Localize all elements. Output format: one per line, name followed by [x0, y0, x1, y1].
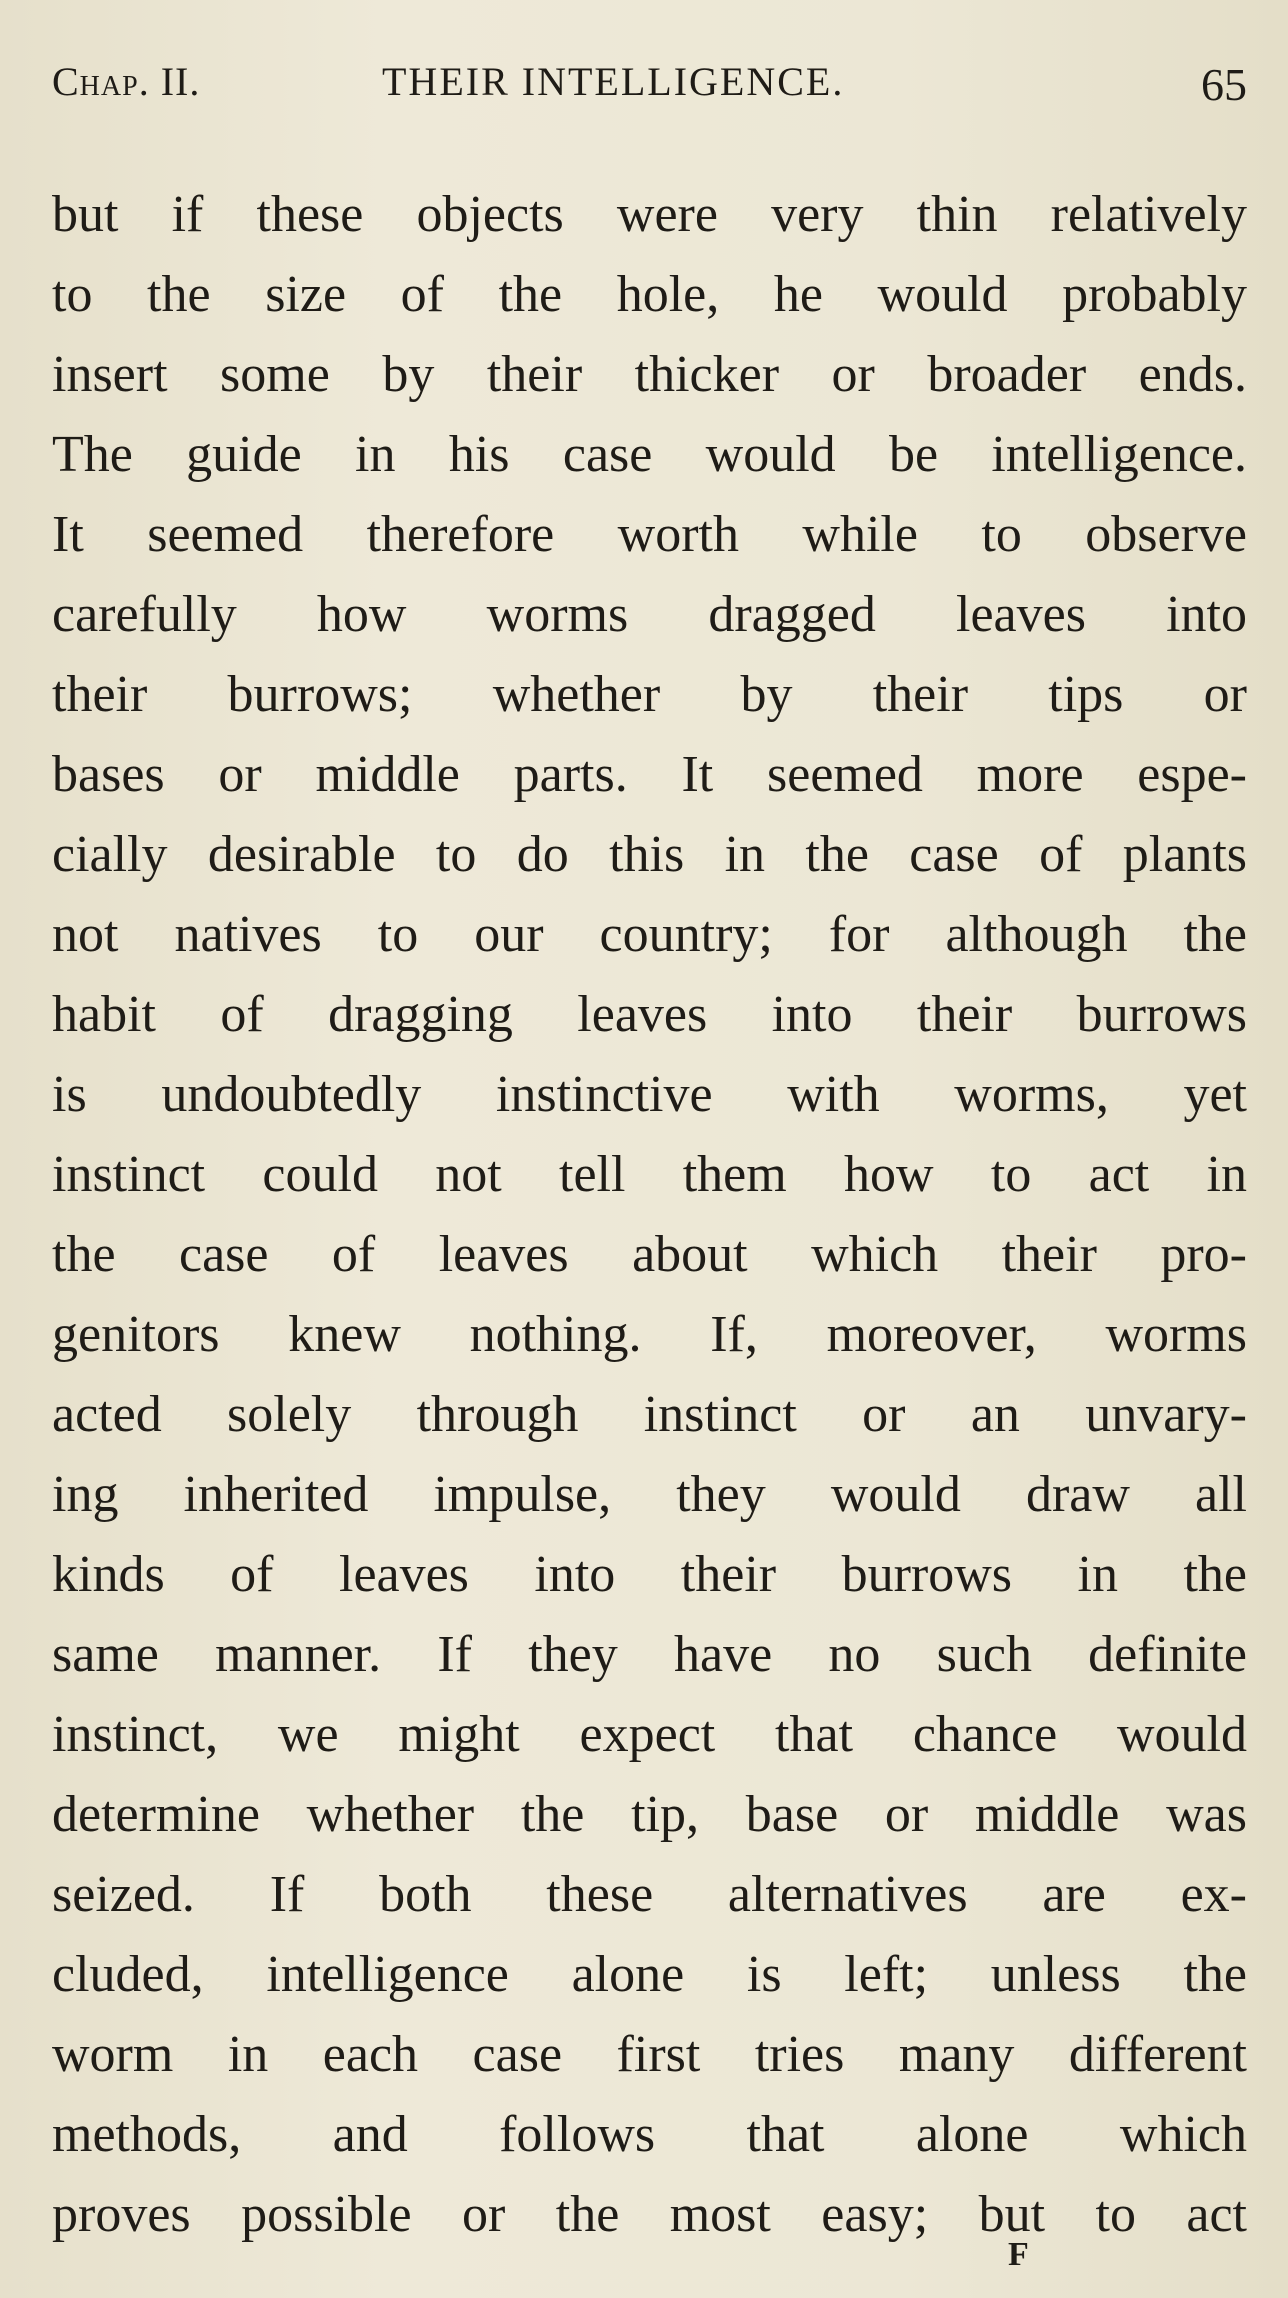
text-line: to the size of the hole, he would probably: [52, 266, 1247, 323]
body-text: [52, 175, 1247, 2255]
text-line: kinds of leaves into their burrows in the: [52, 1546, 1247, 1603]
text-line: acted solely through instinct or an unvary-: [52, 1386, 1247, 1443]
text-line: is undoubtedly instinctive with worms, yet: [52, 1066, 1247, 1123]
text-line: instinct, we might expect that chance would: [52, 1706, 1247, 1763]
text-line: habit of dragging leaves into their burrows: [52, 986, 1247, 1043]
text-line: not natives to our country; for although the: [52, 906, 1247, 963]
text-line: The guide in his case would be intelligence.: [52, 426, 1247, 483]
text-line: instinct could not tell them how to act in: [52, 1146, 1247, 1203]
text-line: seized. If both these alternatives are ex-: [52, 1866, 1247, 1923]
text-line: genitors knew nothing. If, moreover, worms: [52, 1306, 1247, 1363]
page-number: 65: [1201, 59, 1247, 110]
text-line: the case of leaves about which their pro-: [52, 1226, 1247, 1283]
running-title: THEIR INTELLIGENCE.: [382, 59, 845, 104]
text-line: ing inherited impulse, they would draw all: [52, 1466, 1247, 1523]
running-head: [52, 58, 1247, 128]
text-line: same manner. If they have no such definite: [52, 1626, 1247, 1683]
text-line: their burrows; whether by their tips or: [52, 666, 1247, 723]
text-line: carefully how worms dragged leaves into: [52, 586, 1247, 643]
text-line: but if these objects were very thin relatively: [52, 186, 1247, 243]
text-line: cially desirable to do this in the case of plants: [52, 826, 1247, 883]
text-line: worm in each case first tries many different: [52, 2026, 1247, 2083]
text-line: insert some by their thicker or broader ends.: [52, 346, 1247, 403]
text-line: methods, and follows that alone which: [52, 2106, 1247, 2163]
chapter-label: Chap. II.: [52, 59, 201, 104]
text-line: bases or middle parts. It seemed more espe-: [52, 746, 1247, 803]
text-line: determine whether the tip, base or middle was: [52, 1786, 1247, 1843]
text-line: proves possible or the most easy; but to act: [52, 2186, 1247, 2243]
text-line: cluded, intelligence alone is left; unless the: [52, 1946, 1247, 2003]
signature-mark: F: [1008, 2236, 1029, 2273]
text-line: It seemed therefore worth while to observe: [52, 506, 1247, 563]
